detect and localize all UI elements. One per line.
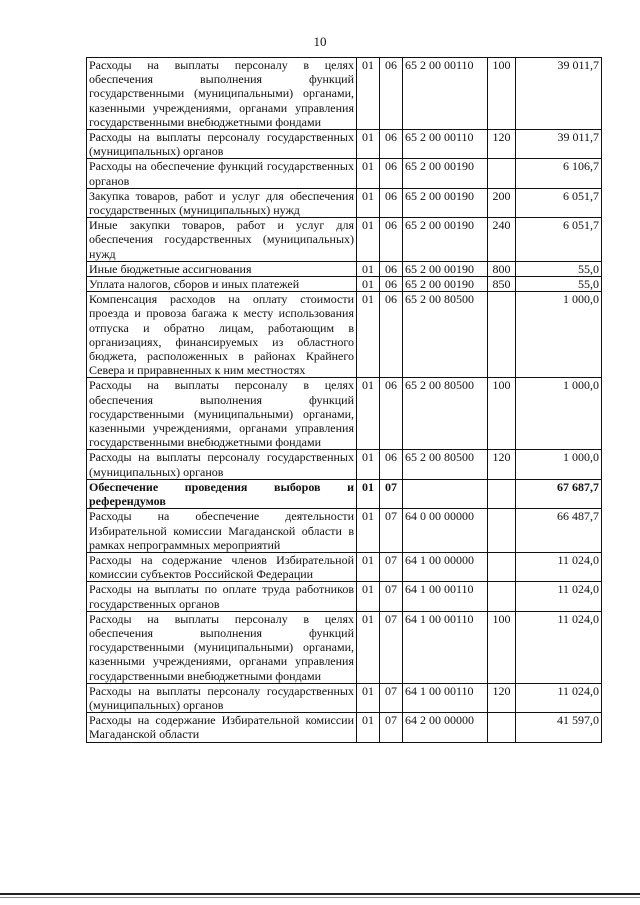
table-row [87, 611, 602, 683]
subsection-code-cell: 06 [380, 130, 403, 159]
amount-cell: 55,0 [516, 261, 602, 276]
expense-name-cell: Расходы на выплаты персоналу в целях обеспечения выполнения функций государственными (муниципальными) органами, казенными учреждениями, органами управления государственными внебюджетными фондами [87, 58, 357, 130]
budget-table [86, 57, 602, 743]
subsection-code-cell: 06 [380, 378, 403, 450]
table-row [87, 713, 602, 742]
expense-type-cell: 120 [488, 130, 516, 159]
section-code-cell: 01 [357, 509, 380, 553]
expense-name-cell: Иные закупки товаров, работ и услуг для обеспечения государственных (муниципальных) нужд [87, 218, 357, 262]
table-row [87, 261, 602, 276]
target-article-cell: 64 1 00 00110 [403, 582, 488, 611]
subsection-code-cell: 06 [380, 261, 403, 276]
footer-rule [0, 893, 640, 895]
amount-cell: 11 024,0 [516, 683, 602, 712]
expense-type-cell [488, 159, 516, 188]
table-row [87, 509, 602, 553]
subsection-code-cell: 07 [380, 713, 403, 742]
footer-rule-thin [0, 897, 640, 898]
target-article-cell: 65 2 00 00190 [403, 218, 488, 262]
amount-cell: 11 024,0 [516, 552, 602, 581]
table-row [87, 479, 602, 508]
expense-name-cell: Компенсация расходов на оплату стоимости проезда и провоза багажа к месту использования отпуска и обратно лицам, работающим в организациях, финансируемых из областного бюджета, расположенных в районах Крайнего Севера и приравненных к ним местностях [87, 292, 357, 378]
expense-type-cell: 120 [488, 450, 516, 479]
section-code-cell: 01 [357, 188, 380, 217]
target-article-cell: 65 2 00 80500 [403, 292, 488, 378]
subsection-code-cell: 06 [380, 277, 403, 292]
expense-type-cell [488, 582, 516, 611]
expense-type-cell: 100 [488, 58, 516, 130]
expense-name-cell: Обеспечение проведения выборов и референдумов [87, 479, 357, 508]
target-article-cell: 64 1 00 00110 [403, 611, 488, 683]
table-row [87, 683, 602, 712]
expense-name-cell: Расходы на выплаты персоналу государственных (муниципальных) органов [87, 130, 357, 159]
subsection-code-cell: 07 [380, 509, 403, 553]
amount-cell: 11 024,0 [516, 582, 602, 611]
section-code-cell: 01 [357, 261, 380, 276]
target-article-cell: 64 2 00 00000 [403, 713, 488, 742]
expense-name-cell: Расходы на выплаты персоналу государственных (муниципальных) органов [87, 683, 357, 712]
section-code-cell: 01 [357, 552, 380, 581]
amount-cell: 6 051,7 [516, 188, 602, 217]
amount-cell: 1 000,0 [516, 378, 602, 450]
table-row [87, 130, 602, 159]
amount-cell: 41 597,0 [516, 713, 602, 742]
subsection-code-cell: 06 [380, 218, 403, 262]
target-article-cell: 65 2 00 80500 [403, 450, 488, 479]
table-row [87, 188, 602, 217]
section-code-cell: 01 [357, 683, 380, 712]
section-code-cell: 01 [357, 159, 380, 188]
target-article-cell: 65 2 00 00190 [403, 188, 488, 217]
budget-table-body [87, 58, 602, 743]
expense-type-cell [488, 552, 516, 581]
amount-cell: 67 687,7 [516, 479, 602, 508]
amount-cell: 6 051,7 [516, 218, 602, 262]
expense-type-cell: 240 [488, 218, 516, 262]
table-row [87, 58, 602, 130]
amount-cell: 66 487,7 [516, 509, 602, 553]
subsection-code-cell: 06 [380, 292, 403, 378]
target-article-cell: 65 2 00 00190 [403, 159, 488, 188]
expense-name-cell: Закупка товаров, работ и услуг для обеспечения государственных (муниципальных) нужд [87, 188, 357, 217]
target-article-cell: 65 2 00 00190 [403, 261, 488, 276]
expense-name-cell: Расходы на содержание членов Избирательной комиссии субъектов Российской Федерации [87, 552, 357, 581]
section-code-cell: 01 [357, 277, 380, 292]
expense-type-cell: 200 [488, 188, 516, 217]
table-row [87, 159, 602, 188]
section-code-cell: 01 [357, 378, 380, 450]
expense-type-cell [488, 292, 516, 378]
section-code-cell: 01 [357, 292, 380, 378]
subsection-code-cell: 06 [380, 58, 403, 130]
amount-cell: 39 011,7 [516, 58, 602, 130]
subsection-code-cell: 07 [380, 611, 403, 683]
table-row [87, 218, 602, 262]
subsection-code-cell: 07 [380, 683, 403, 712]
target-article-cell: 64 0 00 00000 [403, 509, 488, 553]
amount-cell: 6 106,7 [516, 159, 602, 188]
subsection-code-cell: 06 [380, 159, 403, 188]
expense-name-cell: Расходы на выплаты персоналу в целях обеспечения выполнения функций государственными (муниципальными) органами, казенными учреждениями, органами управления государственными внебюджетными фондами [87, 378, 357, 450]
expense-name-cell: Расходы на выплаты по оплате труда работников государственных органов [87, 582, 357, 611]
target-article-cell: 65 2 00 80500 [403, 378, 488, 450]
subsection-code-cell: 06 [380, 450, 403, 479]
section-code-cell: 01 [357, 218, 380, 262]
table-row [87, 292, 602, 378]
section-code-cell: 01 [357, 58, 380, 130]
table-row [87, 582, 602, 611]
expense-type-cell: 800 [488, 261, 516, 276]
expense-type-cell: 850 [488, 277, 516, 292]
section-code-cell: 01 [357, 479, 380, 508]
target-article-cell: 65 2 00 00110 [403, 58, 488, 130]
target-article-cell: 65 2 00 00110 [403, 130, 488, 159]
section-code-cell: 01 [357, 611, 380, 683]
target-article-cell: 64 1 00 00110 [403, 683, 488, 712]
section-code-cell: 01 [357, 582, 380, 611]
subsection-code-cell: 07 [380, 582, 403, 611]
expense-name-cell: Иные бюджетные ассигнования [87, 261, 357, 276]
expense-name-cell: Уплата налогов, сборов и иных платежей [87, 277, 357, 292]
amount-cell: 11 024,0 [516, 611, 602, 683]
subsection-code-cell: 07 [380, 552, 403, 581]
expense-name-cell: Расходы на содержание Избирательной комиссии Магаданской области [87, 713, 357, 742]
expense-type-cell [488, 509, 516, 553]
subsection-code-cell: 06 [380, 188, 403, 217]
target-article-cell: 64 1 00 00000 [403, 552, 488, 581]
target-article-cell: 65 2 00 00190 [403, 277, 488, 292]
expense-type-cell: 100 [488, 611, 516, 683]
table-row [87, 277, 602, 292]
amount-cell: 1 000,0 [516, 292, 602, 378]
target-article-cell [403, 479, 488, 508]
expense-type-cell [488, 479, 516, 508]
expense-type-cell: 100 [488, 378, 516, 450]
expense-type-cell [488, 713, 516, 742]
page-number: 10 [313, 34, 327, 49]
expense-name-cell: Расходы на обеспечение деятельности Избирательной комиссии Магаданской области в рамках непрограммных мероприятий [87, 509, 357, 553]
amount-cell: 55,0 [516, 277, 602, 292]
expense-name-cell: Расходы на выплаты персоналу в целях обеспечения выполнения функций государственными (муниципальными) органами, казенными учреждениями, органами управления государственными внебюджетными фондами [87, 611, 357, 683]
section-code-cell: 01 [357, 450, 380, 479]
expense-name-cell: Расходы на обеспечение функций государственных органов [87, 159, 357, 188]
expense-type-cell: 120 [488, 683, 516, 712]
table-row [87, 552, 602, 581]
expense-name-cell: Расходы на выплаты персоналу государственных (муниципальных) органов [87, 450, 357, 479]
table-row [87, 450, 602, 479]
subsection-code-cell: 07 [380, 479, 403, 508]
section-code-cell: 01 [357, 713, 380, 742]
section-code-cell: 01 [357, 130, 380, 159]
amount-cell: 1 000,0 [516, 450, 602, 479]
table-row [87, 378, 602, 450]
amount-cell: 39 011,7 [516, 130, 602, 159]
